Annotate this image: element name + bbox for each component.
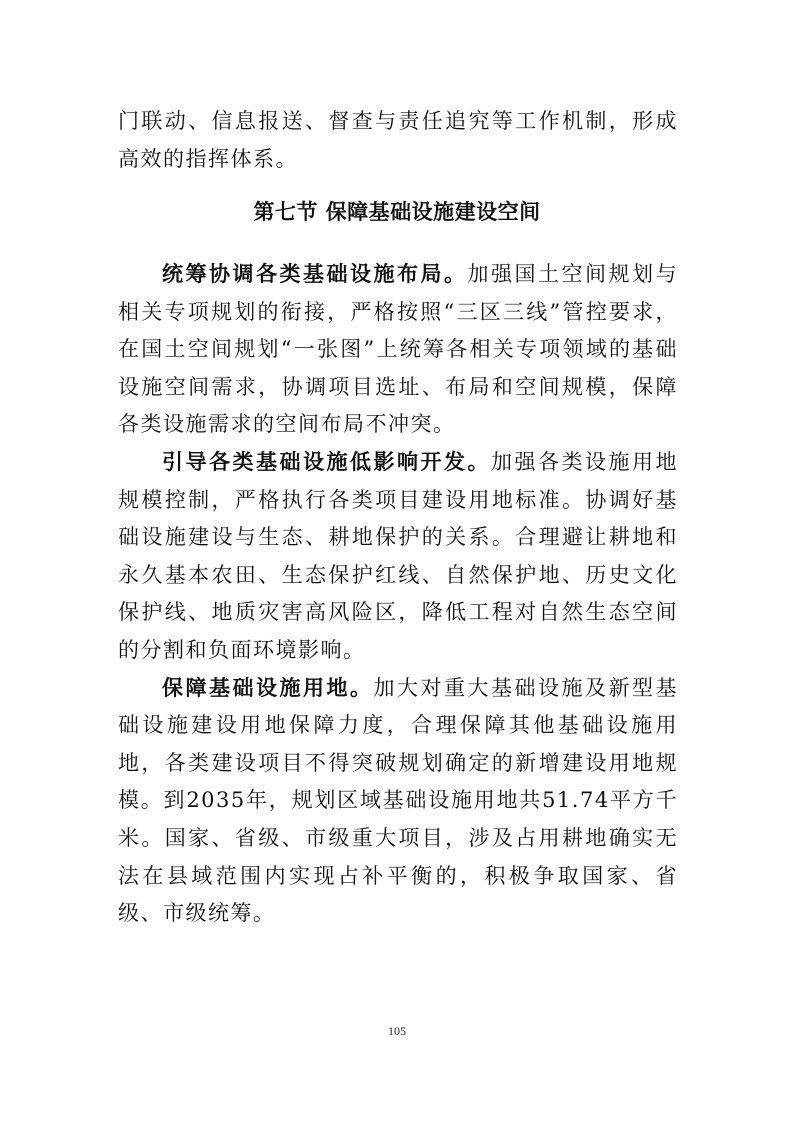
paragraph-lead: 保障基础设施用地。 [162, 675, 374, 700]
section-title: 第七节 保障基础设施建设空间 [253, 200, 541, 224]
page-number: 105 [388, 1024, 406, 1038]
paragraph-lead: 统筹协调各类基础设施布局。 [162, 262, 468, 286]
paragraph-lead: 引导各类基础设施低影响开发。 [162, 449, 491, 474]
intro-block [118, 103, 678, 178]
paragraph-text: 加强国土空间规划与相关专项规划的衔接，严格按照“三区三线”管控要求，在国土空间规划“一张图”上统筹各相关专项领域的基础设施空间需求，协调项目选址、布局和空间规模，保障各类设施需求的空间布局不冲突。 [118, 262, 678, 437]
paragraph-text: 加大对重大基础设施及新型基础设施建设用地保障力度，合理保障其他基础设施用地，各类建设项目不得突破规划确定的新增建设用地规模。到2035年，规划区域基础设施用地共51.74平方千米。国家、省级、市级重大项目，涉及占用耕地确实无法在县域范围内实现占补平衡的，积极争取国家、省级、市级统筹。 [118, 675, 678, 926]
body-block [118, 256, 678, 933]
paragraph-layout-coordination [118, 256, 678, 444]
paragraph-land-guarantee [118, 670, 678, 933]
paragraph-text: 加强各类设施用地规模控制，严格执行各类项目建设用地标准。协调好基础设施建设与生态、耕地保护的关系。合理避让耕地和永久基本农田、生态保护红线、自然保护地、历史文化保护线、地质灾害高风险区，降低工程对自然生态空间的分割和负面环境影响。 [118, 449, 678, 662]
paragraph-low-impact-development [118, 444, 678, 670]
intro-paragraph: 门联动、信息报送、督查与责任追究等工作机制，形成高效的指挥体系。 [118, 109, 678, 171]
